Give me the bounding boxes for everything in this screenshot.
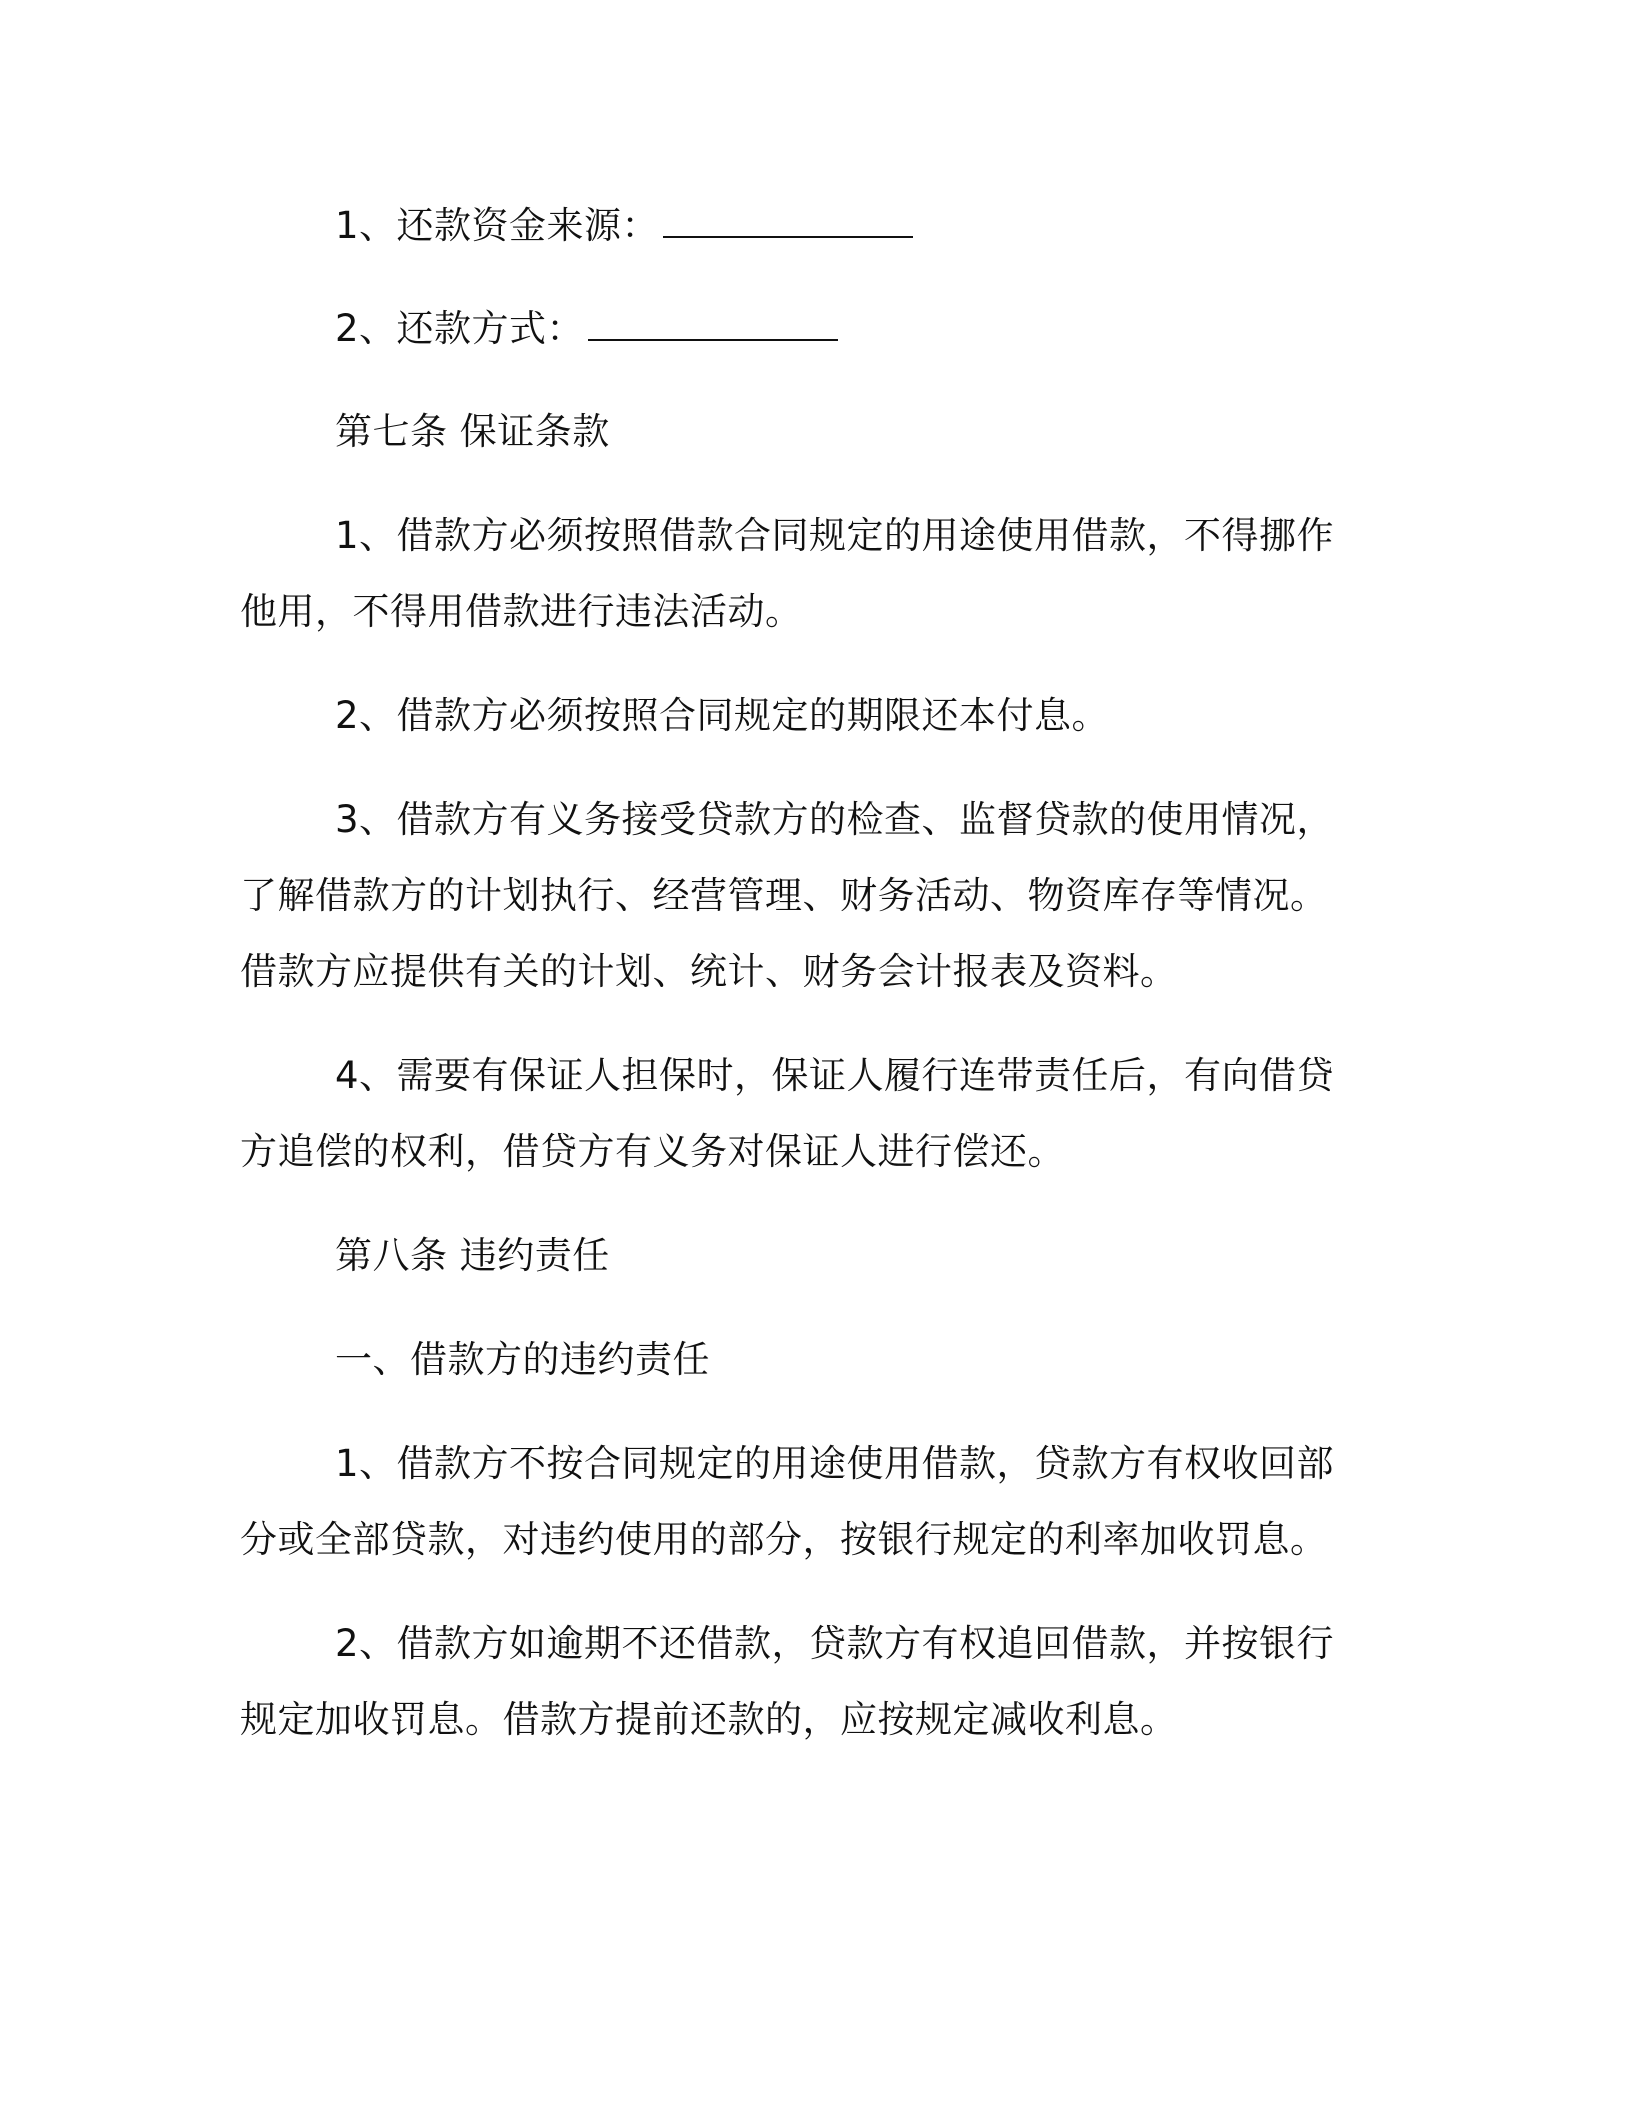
section-heading-article-7: 第七条 保证条款	[335, 410, 610, 453]
paragraph-article-7-item-2: 2、借款方必须按照合同规定的期限还本付息。	[335, 694, 1110, 737]
repayment-source-blank	[663, 206, 913, 238]
paragraph-repayment-method	[240, 291, 1356, 367]
paragraph-article-7-item-3: 3、借款方有义务接受贷款方的检查、监督贷款的使用情况，了解借款方的计划执行、经营管理、财务活动、物资库存等情况。借款方应提供有关的计划、统计、财务会计报表及资料。	[240, 798, 1335, 993]
paragraph-article-8-item-1: 1、借款方不按合同规定的用途使用借款，贷款方有权收回部分或全部贷款，对违约使用的部分，按银行规定的利率加收罚息。	[240, 1442, 1335, 1561]
section-heading-article-8: 第八条 违约责任	[335, 1234, 610, 1277]
paragraph-article-8-item-2: 2、借款方如逾期不还借款，贷款方有权追回借款，并按银行规定加收罚息。借款方提前还款的，应按规定减收利息。	[240, 1622, 1335, 1741]
repayment-source-label: 1、还款资金来源：	[335, 204, 660, 247]
paragraph-article-7-item-4: 4、需要有保证人担保时，保证人履行连带责任后，有向借贷方追偿的权利，借贷方有义务对保证人进行偿还。	[240, 1054, 1335, 1173]
repayment-method-label: 2、还款方式：	[335, 307, 585, 350]
paragraph-repayment-source	[240, 188, 1356, 264]
document-body	[240, 188, 1356, 1758]
paragraph-article-7-item-1: 1、借款方必须按照借款合同规定的用途使用借款，不得挪作他用，不得用借款进行违法活动。	[240, 514, 1335, 633]
repayment-method-blank	[588, 309, 838, 341]
subheading-borrower-liability: 一、借款方的违约责任	[335, 1338, 710, 1381]
